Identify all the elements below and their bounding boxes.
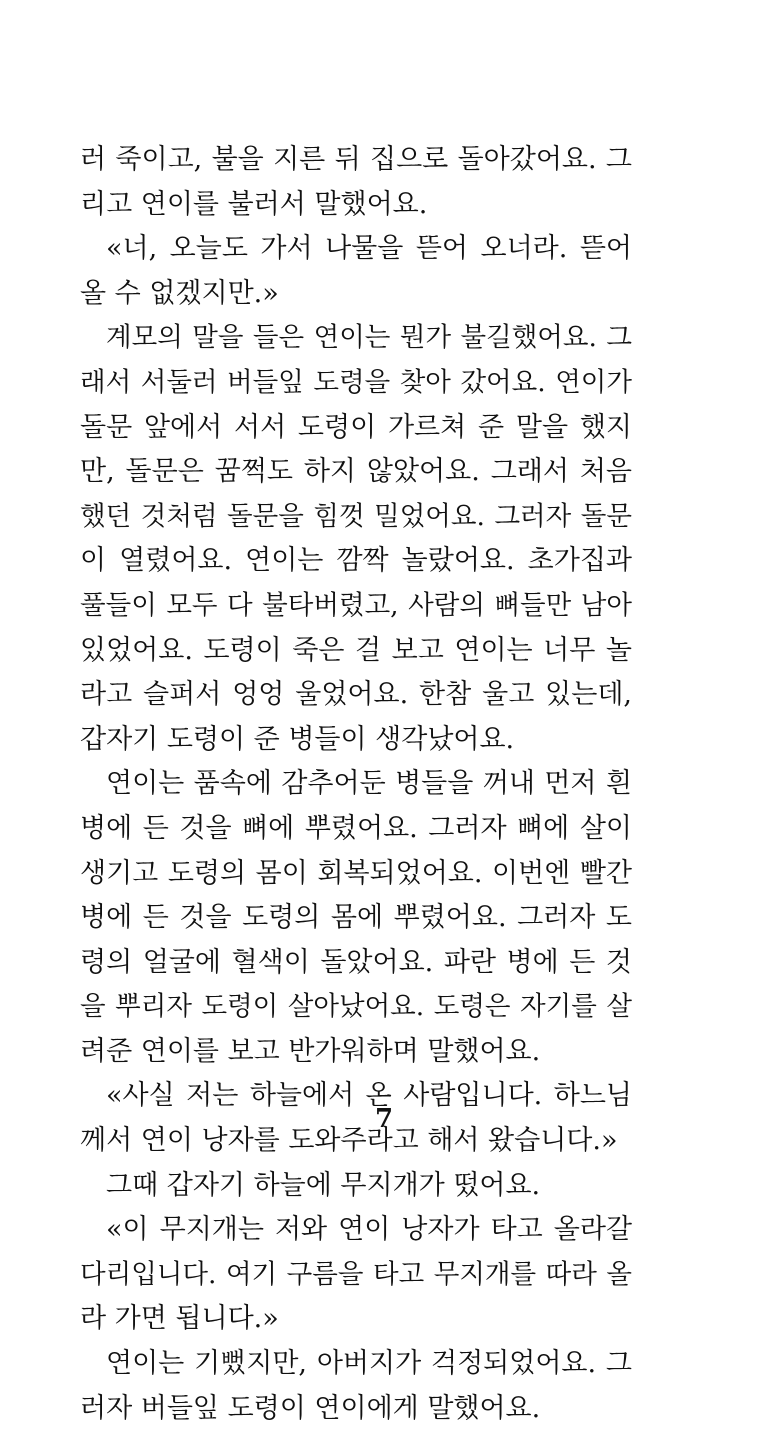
text-line: 그때 갑자기 하늘에 무지개가 떴어요. <box>106 1169 541 1201</box>
text-line: «이 무지개는 저와 연이 낭자가 타고 올라갈 <box>106 1214 632 1246</box>
text-line: 리고 연이를 불러서 말했어요. <box>80 188 428 220</box>
page-body <box>80 138 632 1431</box>
text-line: 돌문 앞에서 서서 도령이 가르쳐 준 말을 했지 <box>80 411 632 443</box>
text-line: 풀들이 모두 다 불타버렸고, 사람의 뼈들만 남아 <box>80 589 632 621</box>
text-line: 올 수 없겠지만.» <box>80 277 279 309</box>
text-line: 생기고 도령의 몸이 회복되었어요. 이번엔 빨간 <box>80 857 632 889</box>
text-line: 병에 든 것을 뼈에 뿌렸어요. 그러자 뼈에 살이 <box>80 812 632 844</box>
text-line: 갑자기 도령이 준 병들이 생각났어요. <box>80 723 515 755</box>
text-line: 병에 든 것을 도령의 몸에 뿌렸어요. 그러자 도 <box>80 902 632 934</box>
text-line: 했던 것처럼 돌문을 힘껏 밀었어요. 그러자 돌문 <box>80 500 632 532</box>
text-line: 있었어요. 도령이 죽은 걸 보고 연이는 너무 놀 <box>80 634 632 666</box>
text-line: 만, 돌문은 꿈쩍도 하지 않았어요. 그래서 처음 <box>80 456 632 488</box>
text-line: 연이는 품속에 감추어둔 병들을 꺼내 먼저 흰 <box>106 768 632 800</box>
text-line: 러자 버들잎 도령이 연이에게 말했어요. <box>80 1392 541 1424</box>
text-line: 을 뿌리자 도령이 살아났어요. 도령은 자기를 살 <box>80 991 632 1023</box>
text-line: 계모의 말을 들은 연이는 뭔가 불길했어요. 그 <box>106 322 632 354</box>
text-line: 래서 서둘러 버들잎 도령을 찾아 갔어요. 연이가 <box>80 366 632 398</box>
text-line: 이 열렸어요. 연이는 깜짝 놀랐어요. 초가집과 <box>80 545 632 577</box>
text-line: 령의 얼굴에 혈색이 돌았어요. 파란 병에 든 것 <box>80 946 632 978</box>
page-number: 7 <box>374 1104 394 1134</box>
text-line: 연이는 기뻤지만, 아버지가 걱정되었어요. 그 <box>106 1348 632 1380</box>
text-line: 다리입니다. 여기 구름을 타고 무지개를 따라 올 <box>80 1258 632 1290</box>
text-line: 께서 연이 낭자를 도와주라고 해서 왔습니다.» <box>80 1125 618 1157</box>
text-line: «너, 오늘도 가서 나물을 뜯어 오너라. 뜯어 <box>106 233 632 265</box>
text-line: «사실 저는 하늘에서 온 사람입니다. 하느님 <box>106 1080 632 1112</box>
text-line: 라고 슬퍼서 엉엉 울었어요. 한참 울고 있는데, <box>80 679 632 711</box>
text-line: 라 가면 됩니다.» <box>80 1303 279 1335</box>
text-line: 러 죽이고, 불을 지른 뒤 집으로 돌아갔어요. 그 <box>80 144 632 175</box>
text-line: 려준 연이를 보고 반가워하며 말했어요. <box>80 1035 541 1067</box>
